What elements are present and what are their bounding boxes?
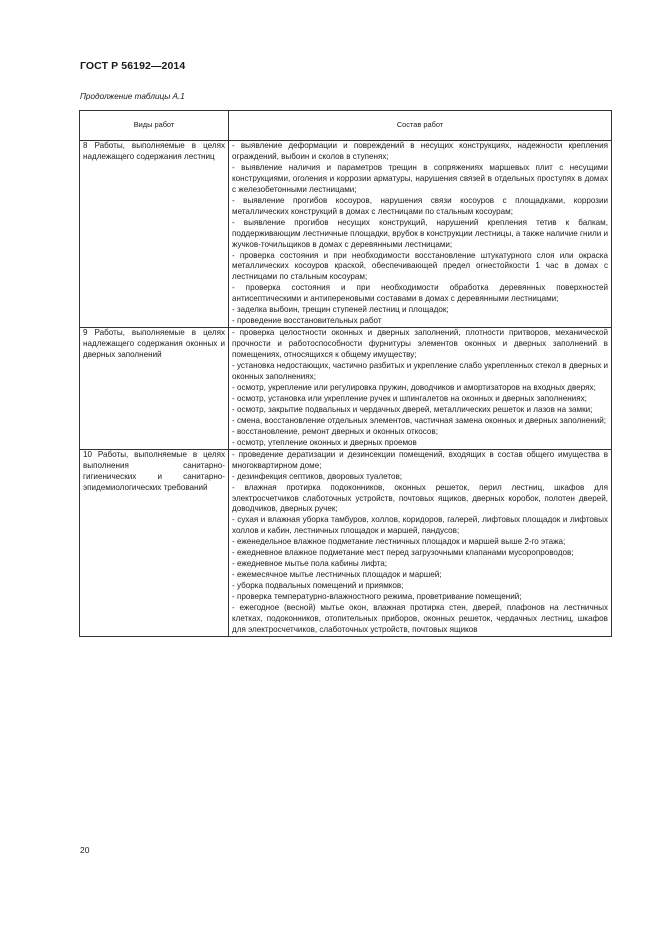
work-item: - выявление наличия и параметров трещин в сопряжениях маршевых плит с несущими конструкциями, оголения и коррозии арматуры, нарушения связей в отдельных проступях в домах с железобетонными лестницами; [232,162,608,194]
header-work-kind: Виды работ [80,111,229,141]
work-item: - еженедельное влажное подметание лестничных площадок и маршей выше 2-го этажа; [232,537,566,547]
work-item: - влажная протирка подоконников, оконных решеток, перил лестниц, шкафов для электросчетчиков слаботочных устройств, почтовых ящиков, дверных коробок, полотен дверей, доводчиков, дверных ручек; [232,482,608,514]
works-table [79,110,612,637]
work-item: - ежемесячное мытье лестничных площадок и маршей; [232,570,442,580]
work-item: - осмотр, утепление оконных и дверных проемов [232,437,417,447]
work-item: - восстановление, ремонт дверных и оконных откосов; [232,426,438,436]
work-item: - проверка состояния и при необходимости обработка деревянных поверхностей антисептическими и антипереновыми составами в домах с деревянными лестницами; [232,283,608,304]
work-content-cell [229,328,612,449]
header-work-content: Состав работ [229,111,612,141]
work-kind-cell: 8 Работы, выполняемые в целях надлежащего содержания лестниц [80,141,229,328]
work-content-cell [229,141,612,328]
table-row [80,449,612,636]
table-row [80,141,612,328]
work-item: - выявление прогибов несущих конструкций, нарушений крепления тетив к балкам, поддерживающим лестничные площадки, врубок в конструкции лестницы, а также наличие гнили и жучков-точильщиков в домах с деревянными лестницами; [232,217,608,249]
work-item: - проведение восстановительных работ [232,316,382,326]
table-row [80,328,612,449]
work-item: - установка недостающих, частично разбитых и укрепление слабо укрепленных стекол в дверных и оконных заполнениях; [232,361,609,382]
work-item: - выявление прогибов косоуров, нарушения связи косоуров с площадками, коррозии металлических конструкций в домах с лестницами по стальным косоурам; [232,195,608,216]
standard-designation: ГОСТ Р 56192—2014 [80,60,186,72]
table-header-row [80,111,612,141]
work-item: - осмотр, установка или укрепление ручек и шпингалетов на оконных и дверных заполнениях; [232,393,587,403]
work-item: - ежедневное влажное подметание мест перед загрузочными клапанами мусоропроводов; [232,548,574,558]
work-item: - уборка подвальных помещений и приямков; [232,581,404,591]
work-item: - осмотр, укрепление или регулировка пружин, доводчиков и амортизаторов на входных дверях; [232,382,596,392]
work-kind-cell: 10 Работы, выполняемые в целях выполнения санитарно-гигиенических и санитарно-эпидемиологических требований [80,449,229,636]
work-kind-cell: 9 Работы, выполняемые в целях надлежащего содержания оконных и дверных заполнений [80,328,229,449]
work-item: - осмотр, закрытие подвальных и чердачных дверей, металлических решеток и лазов на замки; [232,404,593,414]
work-item: - сухая и влажная уборка тамбуров, холлов, коридоров, галерей, лифтовых площадок и лифтовых холлов и кабин, лестничных площадок и маршей, пандусов; [232,515,608,536]
page-number: 20 [80,845,90,855]
table-caption: Продолжение таблицы А.1 [80,92,185,101]
work-item: - проверка состояния и при необходимости восстановление штукатурного слоя или окраска металлических косоуров краской, обеспечивающей предел огнестойкости 1 час в домах с лестницами по стальным косоурам; [232,250,608,282]
work-item: - проверка температурно-влажностного режима, проветривание помещений; [232,592,522,602]
work-item: - проверка целостности оконных и дверных заполнений, плотности притворов, механической прочности и работоспособности фурнитуры элементов оконных и дверных заполнений в помещениях, относящихся к общему имуществу; [232,328,608,360]
work-item: - проведение дератизации и дезинсекции помещений, входящих в состав общего имущества в многоквартирном доме; [232,449,608,470]
work-item: - заделка выбоин, трещин ступеней лестниц и площадок; [232,305,449,315]
work-item: - смена, восстановление отдельных элементов, частичная замена оконных и дверных заполнений; [232,415,607,425]
work-content-cell [229,449,612,636]
work-item: - ежегодное (весной) мытье окон, влажная протирка стен, дверей, плафонов на лестничных клетках, подоконников, отопительных приборов, оконных решеток, чердачных лестниц, шкафов для электросчетчиков, слаботочных устройств, почтовых ящиков [232,603,608,634]
work-item: - дезинфекция септиков, дворовых туалетов; [232,471,402,481]
work-item: - ежедневное мытье пола кабины лифта; [232,559,388,569]
work-item: - выявление деформации и повреждений в несущих конструкциях, надежности крепления ограждений, выбоин и сколов в ступенях; [232,141,608,161]
